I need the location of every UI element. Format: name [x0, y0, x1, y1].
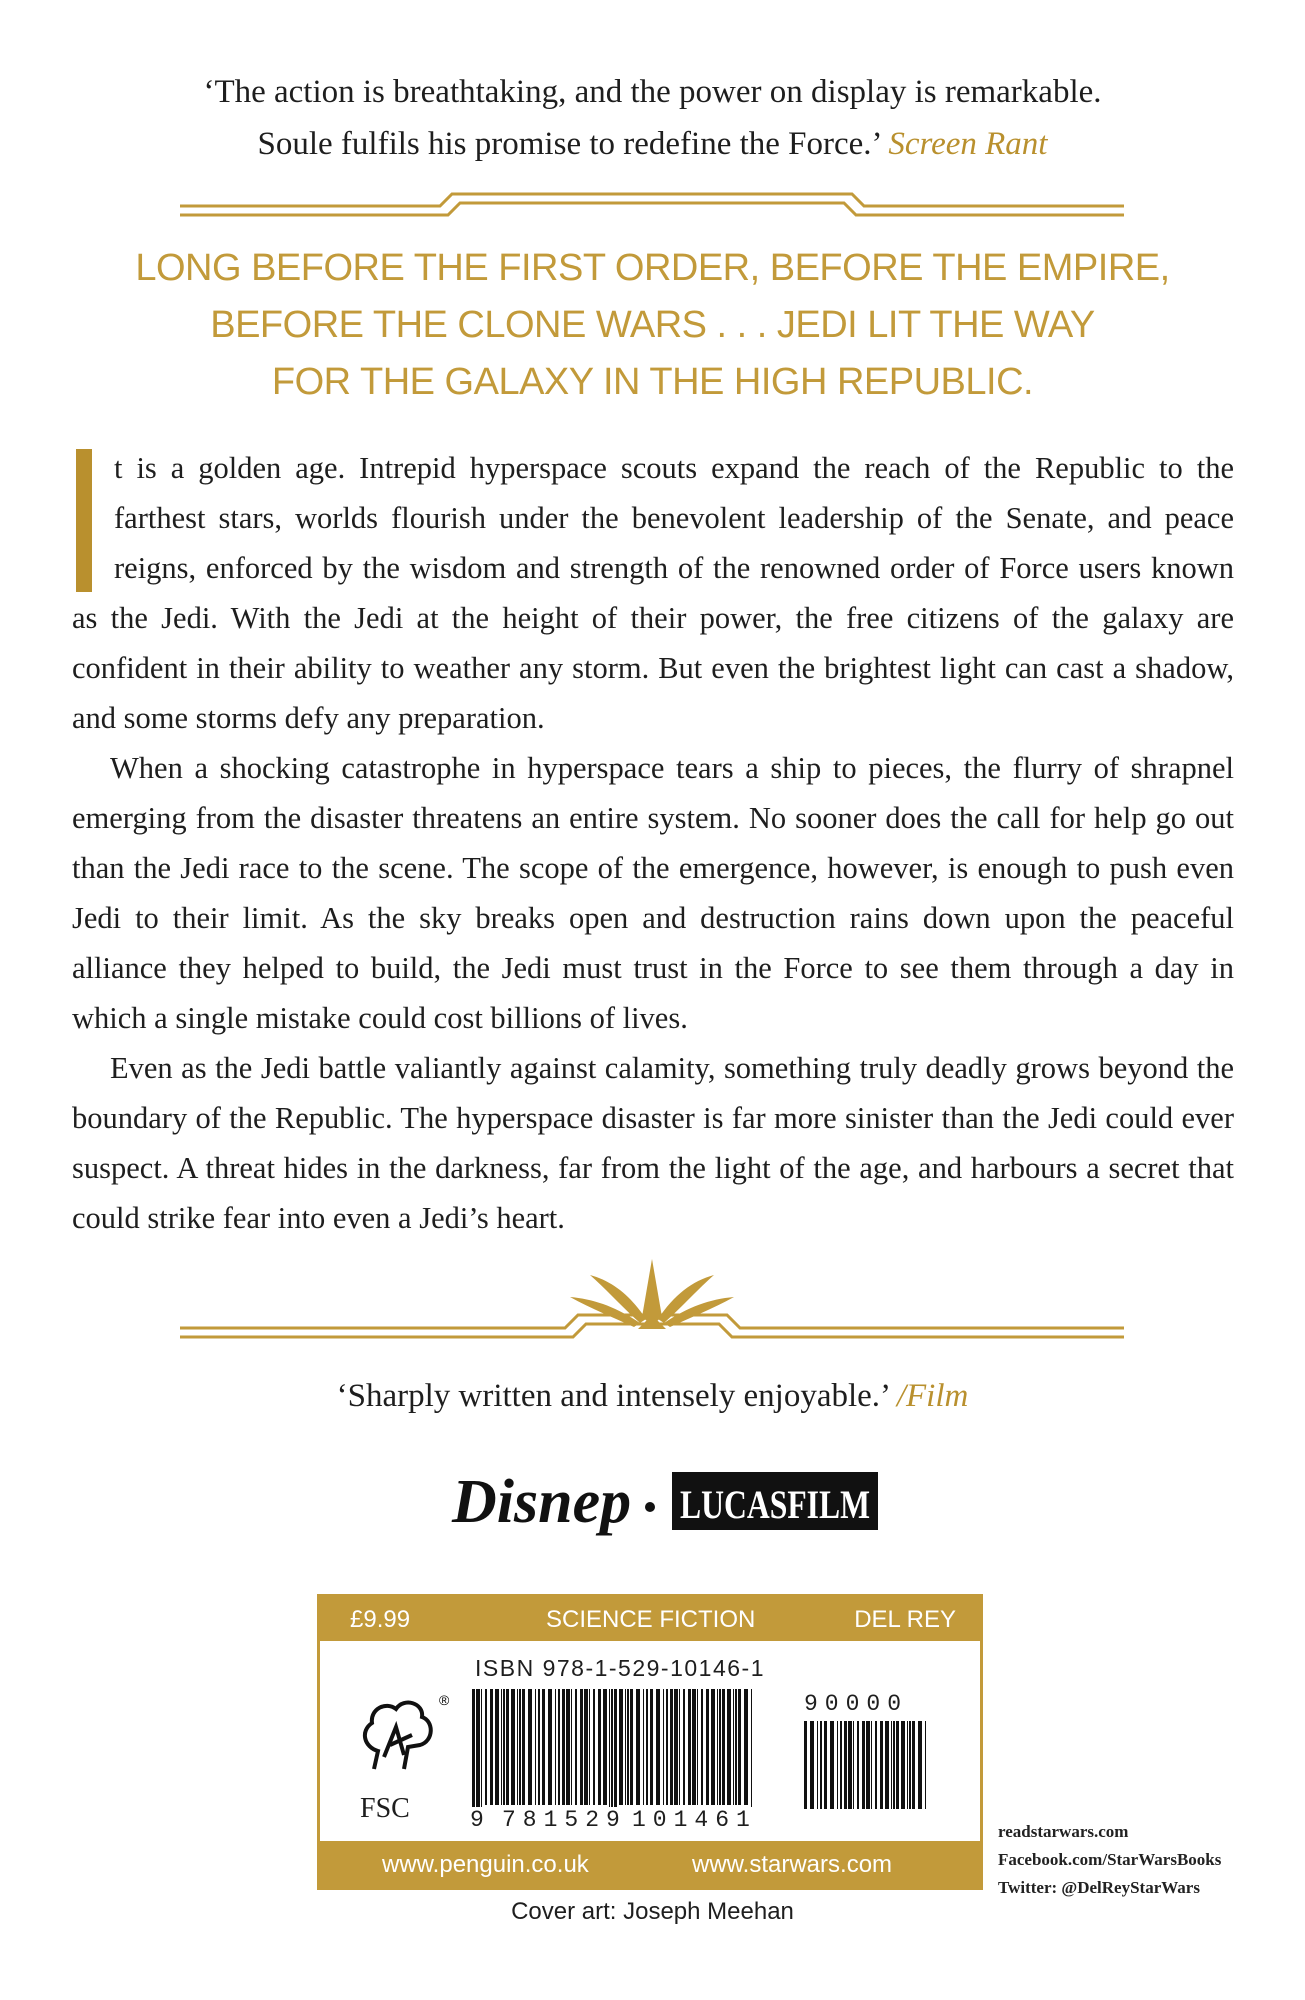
barcode-bar — [656, 1689, 660, 1805]
barcode-bar — [580, 1689, 583, 1805]
barcode-bar — [674, 1689, 678, 1805]
barcode-bar — [575, 1689, 577, 1805]
barcode-bar — [824, 1721, 827, 1809]
barcode-bar — [733, 1689, 734, 1805]
barcode-bar — [880, 1721, 883, 1809]
top-quote-source: Screen Rant — [888, 126, 1048, 162]
barcode-bar — [896, 1721, 899, 1809]
barcode-lead-digit: 9 — [470, 1807, 491, 1833]
fan-ornament-icon — [570, 1259, 734, 1329]
barcode-bar — [727, 1689, 731, 1805]
barcode-bar — [650, 1689, 653, 1805]
penguin-url: www.penguin.co.uk — [382, 1851, 589, 1878]
logos-svg — [0, 1462, 1305, 1542]
barcode-bar — [837, 1721, 838, 1809]
bottom-quote-text: ‘Sharply written and intensely enjoyable.’ — [336, 1378, 889, 1414]
barcode-bar — [706, 1689, 709, 1805]
website-link[interactable]: readstarwars.com — [998, 1822, 1129, 1841]
panel-footer-bar — [320, 1841, 980, 1887]
barcode-bar — [711, 1689, 715, 1805]
bottom-art-deco-divider — [0, 1255, 1305, 1350]
addon-digits: 90000 — [804, 1691, 909, 1717]
barcode-bar — [506, 1689, 509, 1805]
barcode-digit-group-2: 101461 — [632, 1807, 757, 1833]
barcode-bar — [848, 1721, 852, 1809]
barcode-bar — [519, 1689, 521, 1805]
top-quote-line-2-text: Soule fulfils his promise to redefine the Force.’ — [257, 126, 881, 162]
barcode-bar — [840, 1721, 842, 1809]
barcode-bar — [589, 1689, 590, 1805]
barcode-bar — [548, 1689, 552, 1805]
barcode-bar — [542, 1689, 545, 1805]
barcode-bar — [584, 1689, 588, 1805]
barcode-bar — [862, 1721, 865, 1809]
barcode-bar — [562, 1689, 565, 1805]
barcode-bar — [697, 1689, 698, 1805]
barcode-bar — [538, 1689, 540, 1805]
barcode-bar — [511, 1689, 515, 1805]
price-label: £9.99 — [350, 1606, 411, 1633]
isbn-number: ISBN 978-1-529-10146-1 — [475, 1655, 765, 1681]
barcode-bar — [571, 1689, 572, 1805]
barcode-bar — [925, 1721, 926, 1809]
facebook-link[interactable]: Facebook.com/StarWarsBooks — [998, 1850, 1222, 1869]
barcode-bar — [857, 1721, 859, 1809]
bottom-review-quote — [0, 1378, 1305, 1415]
cover-art-credit: Cover art: Joseph Meehan — [511, 1898, 794, 1925]
barcode-bar — [490, 1689, 493, 1805]
barcode-bar — [901, 1721, 905, 1809]
starwars-url: www.starwars.com — [692, 1851, 893, 1878]
synopsis-paragraph-1 — [72, 443, 1234, 743]
barcode-bar — [555, 1689, 556, 1805]
barcode-bar — [627, 1689, 629, 1805]
tagline-line-3: FOR THE GALAXY IN THE HIGH REPUBLIC. — [271, 361, 1034, 403]
synopsis-paragraph-2: When a shocking catastrophe in hyperspace tears a ship to pieces, the flurry of shrapnel emerging from the disaster threatens an entire system. No sooner does the call for help go out than the Jedi race to the scene. The scope of the emergence, however, is enough to push even Jedi to their limit. As the sky breaks open and destruction rains down upon the peaceful alliance they helped to build, the Jedi must trust in the Force to see them through a day in which a single mistake could cost billions of lives. — [72, 751, 1234, 1035]
fsc-label: FSC — [360, 1793, 410, 1824]
barcode-bar — [918, 1721, 922, 1809]
barcode-bar — [636, 1689, 640, 1805]
barcode-bar — [810, 1721, 814, 1809]
barcode-bar — [522, 1689, 525, 1805]
barcode-bar — [853, 1721, 854, 1809]
barcode-bar — [679, 1689, 680, 1805]
bottom-quote-source: /Film — [896, 1378, 969, 1414]
barcode-bar — [528, 1689, 532, 1805]
barcode-digit-group-1: 781529 — [502, 1807, 627, 1833]
barcode-bar — [485, 1689, 487, 1805]
barcode-bar — [891, 1721, 892, 1809]
barcode-bar — [871, 1721, 872, 1809]
barcode-bar — [909, 1721, 911, 1809]
barcode-bar — [619, 1689, 623, 1805]
social-links — [998, 1818, 1221, 1902]
barcode-bar — [912, 1721, 915, 1809]
barcode-bar — [670, 1689, 673, 1805]
barcode-bar — [744, 1689, 748, 1805]
barcode-bar — [663, 1689, 664, 1805]
genre-label: SCIENCE FICTION — [546, 1606, 756, 1633]
barcode-bar — [593, 1689, 595, 1805]
barcode-bar — [830, 1721, 834, 1809]
publisher-logos — [0, 1462, 1305, 1536]
twitter-link[interactable]: Twitter: @DelReyStarWars — [998, 1878, 1200, 1897]
fsc-registered-mark: ® — [439, 1692, 450, 1708]
publisher-label: DEL REY — [854, 1606, 956, 1633]
barcode-bar — [866, 1721, 870, 1809]
tagline — [0, 240, 1305, 411]
synopsis-paragraph-3: Even as the Jedi battle valiantly against calamity, something truly deadly grows beyond the boundary of the Republic. The hyperspace disaster is far more sinister than the Jedi could ever suspect. A threat hides in the darkness, far from the light of the age, and harbours a secret that could strike fear into even a Jedi’s heart. — [72, 1051, 1234, 1235]
top-review-quote — [0, 66, 1305, 170]
barcode-bar — [885, 1721, 889, 1809]
barcode-bar — [817, 1721, 818, 1809]
synopsis-paragraph-1-text: t is a golden age. Intrepid hyperspace scouts expand the reach of the Republic to the farthest stars, worlds flourish under the benevolent leadership of the Senate, and peace reigns, enforced by the wisdom and strength of the renowned order of Force users known as the Jedi. With the Jedi at the height of their power, the free citizens of the galaxy are confident in their ability to weather any storm. But even the brightest light can cast a shadow, and some storms defy any preparation. — [72, 451, 1234, 735]
barcode-bar — [717, 1689, 718, 1805]
top-art-deco-divider — [0, 188, 1305, 218]
barcode-bar — [558, 1689, 560, 1805]
barcode-bar — [646, 1689, 648, 1805]
barcode-bar — [820, 1721, 822, 1809]
barcode-bar — [643, 1689, 644, 1805]
barcode-bar — [535, 1689, 536, 1805]
barcode-bar — [683, 1689, 685, 1805]
barcode-bar — [495, 1689, 499, 1805]
barcode-bar — [804, 1721, 807, 1809]
barcode-bar — [598, 1689, 601, 1805]
barcode-bar — [844, 1721, 847, 1809]
synopsis — [72, 443, 1234, 1243]
barcode-bar — [893, 1721, 895, 1809]
logo-separator-dot — [645, 1502, 655, 1512]
barcode-bar — [735, 1689, 737, 1805]
barcode-bar — [503, 1689, 505, 1805]
barcode-bar — [501, 1689, 502, 1805]
disney-logo: Disnep — [452, 1468, 632, 1536]
barcode-bar — [630, 1689, 633, 1805]
fsc-tree-icon — [344, 1689, 454, 1799]
barcode-bar — [722, 1689, 725, 1805]
barcode-bar — [692, 1689, 696, 1805]
barcode-bar — [688, 1689, 691, 1805]
barcode-bar — [517, 1689, 518, 1805]
drop-cap-i — [76, 449, 92, 592]
top-quote-line-2 — [0, 118, 1305, 170]
barcode-bar — [701, 1689, 703, 1805]
top-quote-line-1: ‘The action is breathtaking, and the power on display is remarkable. — [203, 74, 1102, 110]
tagline-line-1: LONG BEFORE THE FIRST ORDER, BEFORE THE EMPIRE, — [135, 247, 1170, 289]
barcode-bar — [875, 1721, 877, 1809]
barcode-bar — [603, 1689, 607, 1805]
barcode-bar — [625, 1689, 626, 1805]
barcode-bar — [719, 1689, 721, 1805]
tagline-line-2: BEFORE THE CLONE WARS . . . JEDI LIT THE WAY — [210, 304, 1095, 346]
panel-header-bar — [320, 1597, 980, 1641]
addon-barcode — [802, 1721, 934, 1833]
barcode-bar — [738, 1689, 741, 1805]
barcode-bar — [566, 1689, 570, 1805]
barcode-panel — [317, 1594, 983, 1890]
barcode-bar — [666, 1689, 668, 1805]
barcode-bar — [907, 1721, 908, 1809]
svg-text:LUCASFILM: LUCASFILM — [680, 1482, 870, 1527]
